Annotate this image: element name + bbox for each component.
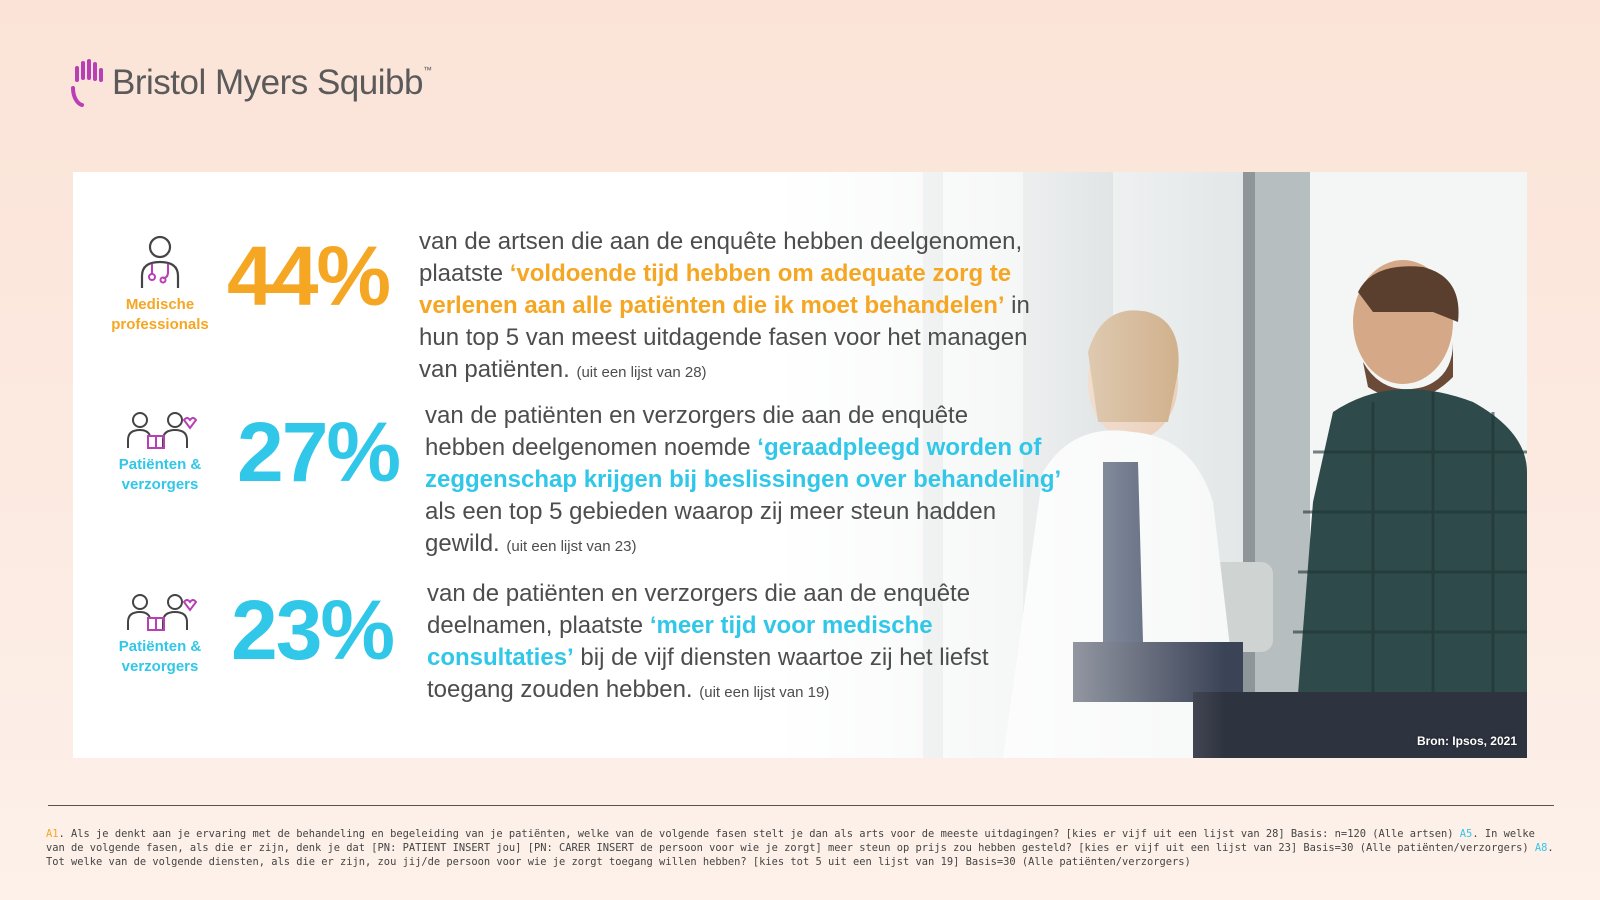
footnote-text-a8: . Tot welke van de volgende diensten, als die er zijn, zou jij/de persoon voor wie je zorgt toegang willen hebben? [kies tot 5 uit een lijst van 19] Basis=30 (Alle patiënten/verzorgers) <box>46 842 1554 868</box>
footnote-code-a1: A1 <box>46 828 59 840</box>
percent-23: 23% <box>231 583 394 677</box>
group-label-line2: professionals <box>111 316 209 333</box>
group-label-line2: verzorgers <box>121 476 199 493</box>
brand-logo <box>70 58 431 108</box>
group-label-line1: Patiënten & <box>118 638 202 655</box>
footnote-text-a1: . Als je denkt aan je ervaring met de behandeling en begeleiding van je patiënten, welke van de volgende fasen stelt je dan als arts voor de meeste uitdagingen? [kies er vijf uit een lijst van 28] Basis: n=120 (Alle artsen) <box>58 828 1460 840</box>
list-note: (uit een lijst van 23) <box>506 538 637 555</box>
brand-name: Bristol Myers Squibb™ <box>112 63 432 102</box>
group-doctors <box>105 234 215 335</box>
stat-description-patients-2: van de patiënten en verzorgers die aan de enquête deelnamen, plaatste ‘meer tijd voor medische consultaties’ bij de vijf diensten waartoe zij het liefst toegang zouden hebben. (uit een lijst van 19) <box>427 580 989 703</box>
footnote-divider <box>48 805 1554 806</box>
group-label-line1: Patiënten & <box>118 456 202 473</box>
group-label-line2: verzorgers <box>121 658 199 675</box>
footnote-text-a5: . In welke van de volgende fasen, als die er zijn, denk je dat [PN: PATIENT INSERT jou] [PN: CARER INSERT de persoon voor wie je zorgt] meer steun op prijs zou hebben gesteld? [kies er vijf uit een lijst van 23] Basis=30 (Alle patiënten/verzorgers) <box>46 828 1535 854</box>
highlight-patients-2: ‘meer tijd voor medische consultaties’ <box>427 612 933 671</box>
hand-logo-icon <box>70 58 104 108</box>
stat-description-doctors: van de artsen die aan de enquête hebben deelgenomen, plaatste ‘voldoende tijd hebben om adequate zorg te verlenen aan alle patiënten die ik moet behandelen’ in hun top 5 van meest uitdagende fasen voor het managen van patiënten. (uit een lijst van 28) <box>419 228 1030 383</box>
list-note: (uit een lijst van 28) <box>576 364 707 381</box>
footnote-code-a5: A5 <box>1459 828 1473 840</box>
source-label: Bron: Ipsos, 2021 <box>1416 734 1517 748</box>
patients-carers-icon <box>120 592 200 632</box>
highlight-doctors: ‘voldoende tijd hebben om adequate zorg te verlenen aan alle patiënten die ik moet behandelen’ <box>419 260 1012 319</box>
percent-44: 44% <box>227 229 390 323</box>
footnote <box>46 827 1556 869</box>
group-patients-carers <box>105 410 215 495</box>
stats-card <box>73 172 1527 758</box>
group-label-line1: Medische <box>125 296 195 313</box>
group-patients-carers <box>105 592 215 677</box>
doctor-icon <box>137 234 183 290</box>
highlight-patients-1: ‘geraadpleegd worden of zeggenschap krijgen bij beslissingen over behandeling’ <box>425 434 1062 493</box>
list-note: (uit een lijst van 19) <box>699 684 830 701</box>
percent-27: 27% <box>237 405 400 499</box>
stat-description-patients-1: van de patiënten en verzorgers die aan de enquête hebben deelgenomen noemde ‘geraadpleegd worden of zeggenschap krijgen bij beslissingen over behandeling’ als een top 5 gebieden waarop zij meer steun hadden gewild. (uit een lijst van 23) <box>425 402 1062 557</box>
patients-carers-icon <box>120 410 200 450</box>
footnote-code-a8: A8 <box>1534 842 1548 854</box>
